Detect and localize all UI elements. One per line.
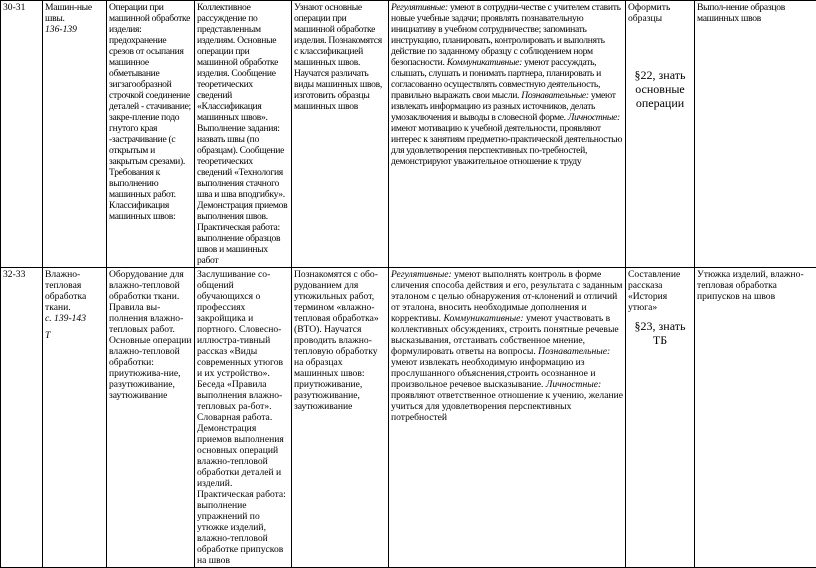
homework-paragraph: §22, знать основные операции xyxy=(628,68,692,110)
lesson-knowledge: Узнают основные операции при машинной обработке изделия. Познакомятся с классификацией машинных швов. Научатся различать виды машинных швов, изготовить образцы машинных швов xyxy=(292,1,389,268)
uud-text: умеют в сотрудни-честве с учителем ставить новые учебные задачи; проявлять познавательную инициативу в учебном сотрудничестве; запоминать инструкцию, планировать, контролировать и выполнять действие по заданному образцу с соблюдением норм безопасности. xyxy=(391,2,621,68)
topic-pages: с. 139-143 xyxy=(45,313,104,324)
uud-text: проявляют ответственное отношение к учению, желание учиться для удовлетворения перспективных потребностей xyxy=(391,390,623,423)
homework-paragraph: §23, знать ТБ xyxy=(628,319,692,347)
uud-text: умеют рассуждать, слышать, слушать и понимать партнера, планировать и согласованно осуществлять совместную деятельность, правильно выражать свои мысли. xyxy=(391,57,601,101)
uud-label: Коммуникативные: xyxy=(443,313,523,324)
table-row xyxy=(1,268,816,568)
homework-task: Оформить образцы xyxy=(628,2,692,24)
topic-title: Машин-ные швы. xyxy=(45,2,104,24)
lesson-materials: Утюжка изделий, влажно-тепловая обработка припусков на швов xyxy=(695,268,816,568)
uud-label: Регулятивные: xyxy=(391,2,448,13)
lesson-content: Оборудование для влажно-тепловой обработки ткани. Правила вы-полнения влажно-тепловых работ. Основные операции влажно-тепловой обработки: приутюжива-ние, разутюживание, заутюживание xyxy=(107,268,195,568)
lesson-topic xyxy=(43,1,107,268)
uud-text: умеют извлекать необходимую информацию из прослушанного объяснения,строить осознанное и произвольное речевое высказывание. xyxy=(391,357,595,390)
uud-label: Познавательные: xyxy=(538,346,610,357)
uud-text: имеют мотивацию к учебной деятельности, проявляют интерес к занятиям предметно-практической деятельностью для удовлетворения перспективных по-требностей, демонстрируют уважительное отношение к труду xyxy=(391,123,622,167)
lesson-homework xyxy=(626,268,695,568)
lesson-topic xyxy=(43,268,107,568)
table-row xyxy=(1,1,816,268)
lesson-number: 32-33 xyxy=(1,268,43,568)
topic-title: Влажно-тепловая обработка ткани. xyxy=(45,269,104,313)
uud-text: умеют выполнять контроль в форме сличения способа действия и его, результата с заданным эталоном с целью обнаружения от-клонений и отличий от эталона, вносить необходимые дополнения и коррективы. xyxy=(391,269,623,324)
lesson-content: Операции при машинной обработке изделия: предохранение срезов от осыпания машинное обметывание зигзагообразной строчкой соединение деталей - стачивание; закре-пление подо гнутого края -застрачивание (с открытым и закрытым срезами). Требования к выполнению машинных работ. Классификация машинных швов: xyxy=(107,1,195,268)
lesson-homework xyxy=(626,1,695,268)
lesson-activities: Заслушивание со-общений обучающихся о профессиях закройщика и портного. Словесно-иллюстра-тивный рассказ «Виды современных утюгов и их устройство». Беседа «Правила выполнения влажно-тепловых ра-бот». Словарная работа. Демонстрация приемов выполнения основных операций влажно-тепловой обработки деталей и изделий. Практическая работа: выполнение упражнений по утюжке изделий, влажно-тепловой обработке припусков на швов xyxy=(195,268,292,568)
lesson-materials: Выпол-нение образцов машинных швов xyxy=(695,1,816,268)
uud-label: Коммуникативные: xyxy=(447,57,522,68)
lesson-activities: Коллективное рассуждение по представленным изделиям. Основные операции при машинной обработке изделия. Сообщение теоретических сведений «Классификация машинных швов». Выполнение задания: назвать швы (по образцам). Сообщение теоретических сведений «Технология выполнения стачного шва и шва вподгибку». Демонстрация приемов выполнения швов. Практическая работа: выполнение образцов швов и машинных работ xyxy=(195,1,292,268)
uud-text: умеют участвовать в коллективных обсуждениях, строить понятные речевые высказывания, отстаивать собственное мнение, формулировать ответы на вопросы. xyxy=(391,313,619,357)
lesson-number: 30-31 xyxy=(1,1,43,268)
uud-label: Регулятивные: xyxy=(391,269,452,280)
topic-pages: 136-139 xyxy=(45,24,104,35)
uud-label: Познавательные: xyxy=(521,90,589,101)
lesson-uud xyxy=(389,268,626,568)
lesson-knowledge: Познакомятся с обо-рудованием для утюжильных работ, термином «влажно-тепловая обработка» (ВТО). Научатся проводить влажно-тепловую обработку на образцах машинных швов: приутюживание, разутюживание, заутюживание xyxy=(292,268,389,568)
uud-label: Личностные: xyxy=(568,112,620,123)
lesson-uud xyxy=(389,1,626,268)
uud-text: умеют извлекать информацию из разных источников, делать умозаключения и выводы в словесной форме. xyxy=(391,90,616,123)
topic-letter: Т xyxy=(45,330,104,341)
uud-label: Личностные: xyxy=(546,379,601,390)
homework-task: Составление рассказа «История утюга» xyxy=(628,269,692,313)
